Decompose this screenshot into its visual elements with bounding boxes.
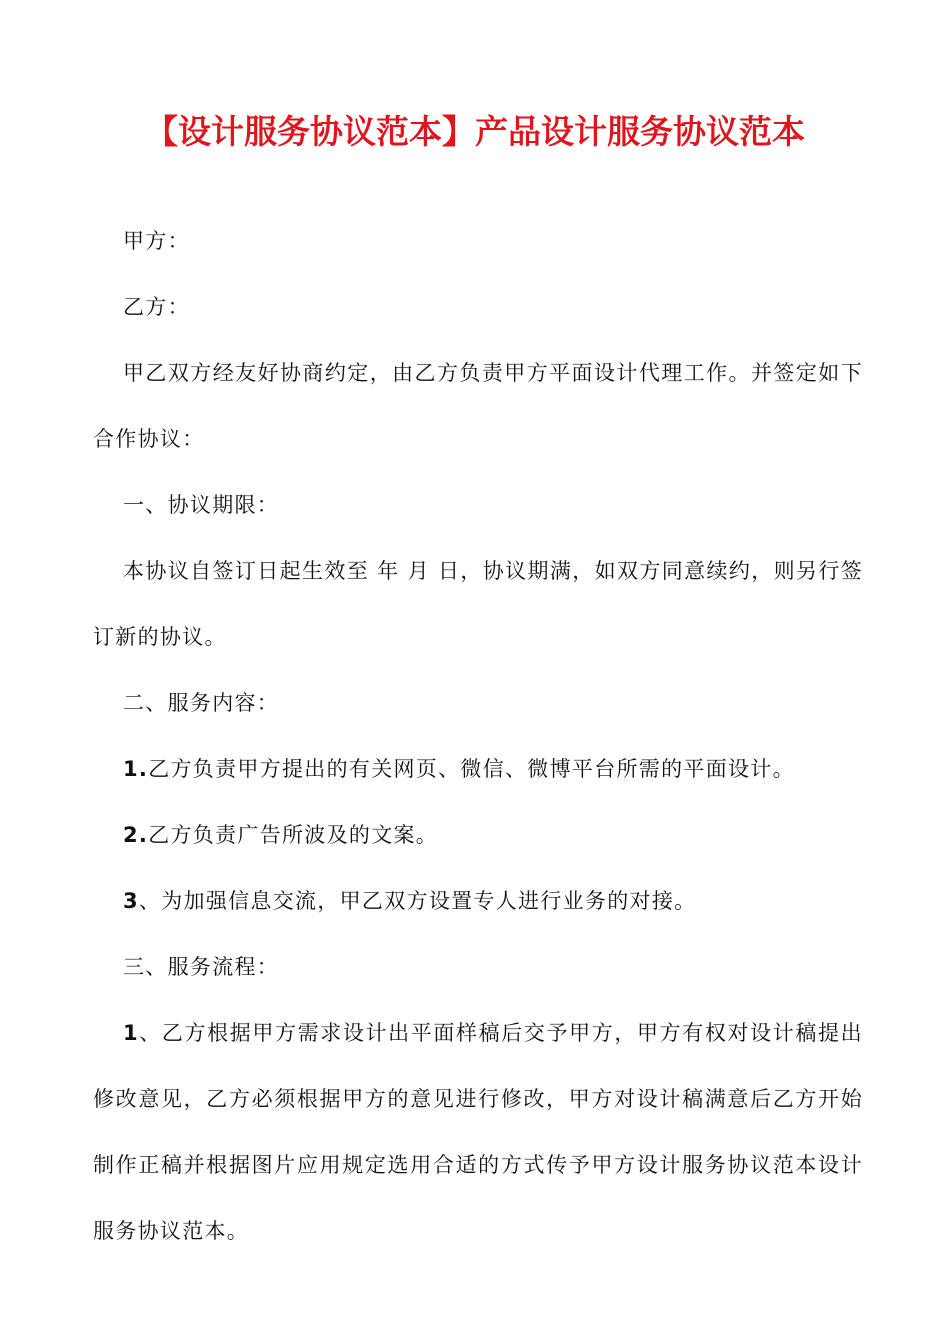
service-item-1-text: 乙方负责甲方提出的有关网页、微信、微博平台所需的平面设计。 [148, 757, 795, 781]
section-heading-process-text: 三、服务流程： [123, 955, 280, 979]
section-heading-term-text: 一、协议期限： [123, 493, 280, 517]
term-paragraph [93, 538, 863, 670]
term-text: 本协议自签订日起生效至 年 月 日，协议期满，如双方同意续约，则另行签订新的协议。 [93, 559, 863, 649]
party-a-line [93, 208, 863, 274]
party-a-text: 甲方： [123, 229, 190, 253]
service-item-2 [93, 802, 863, 868]
service-item-1-number: 1. [123, 757, 149, 781]
service-item-3-number: 3 [123, 889, 139, 913]
process-item-1-number: 1 [123, 1021, 139, 1045]
service-item-3-text: 、为加强信息交流，甲乙双方设置专人进行业务的对接。 [138, 889, 697, 913]
section-heading-services [93, 670, 863, 736]
section-heading-term [93, 472, 863, 538]
intro-paragraph [93, 340, 863, 472]
intro-text: 甲乙双方经友好协商约定，由乙方负责甲方平面设计代理工作。并签定如下合作协议： [93, 361, 863, 451]
service-item-2-text: 乙方负责广告所波及的文案。 [148, 823, 439, 847]
section-heading-services-text: 二、服务内容： [123, 691, 280, 715]
service-item-1 [93, 736, 863, 802]
document-body [93, 208, 863, 1264]
process-item-1-text: 、乙方根据甲方需求设计出平面样稿后交予甲方，甲方有权对设计稿提出修改意见，乙方必须根据甲方的意见进行修改，甲方对设计稿满意后乙方开始制作正稿并根据图片应用规定选用合适的方式传予甲方设计服务协议范本设计服务协议范本。 [93, 1021, 863, 1243]
party-b-text: 乙方： [123, 295, 190, 319]
service-item-2-number: 2. [123, 823, 149, 847]
section-heading-process [93, 934, 863, 1000]
document-title: 【设计服务协议范本】产品设计服务协议范本 [145, 112, 805, 151]
party-b-line [93, 274, 863, 340]
process-item-1 [93, 1000, 863, 1264]
service-item-3 [93, 868, 863, 934]
